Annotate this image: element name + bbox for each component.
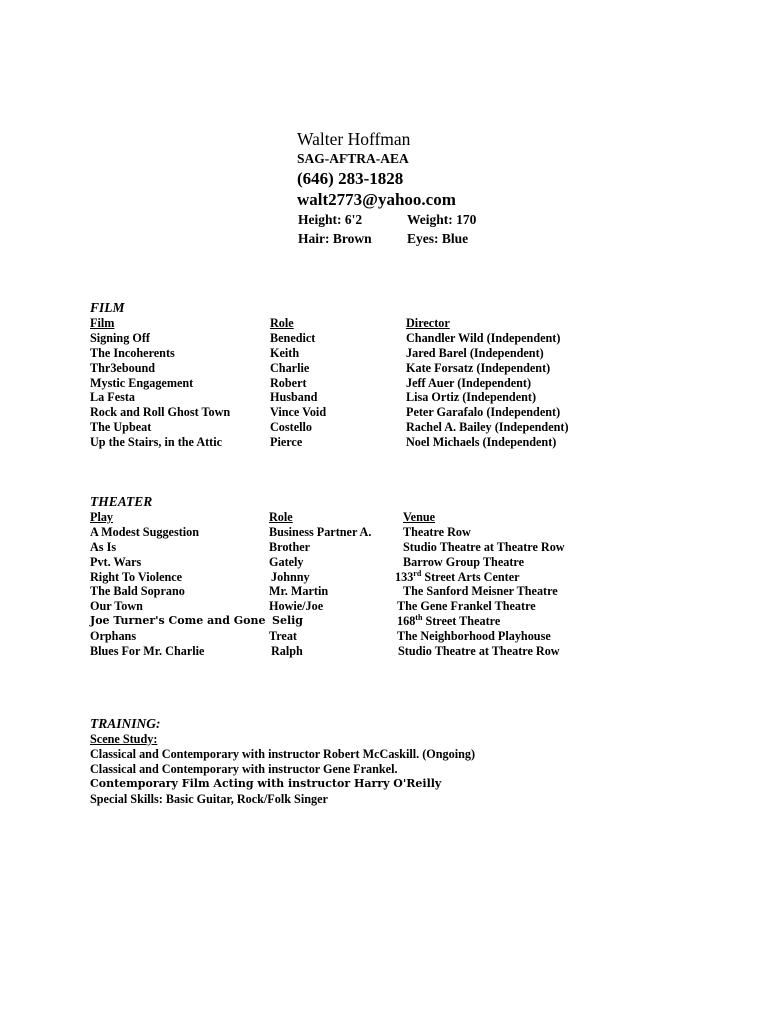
play-title: Blues For Mr. Charlie xyxy=(90,644,205,659)
play-title: A Modest Suggestion xyxy=(90,524,200,539)
training-section xyxy=(90,715,710,806)
film-director: Jared Barel (Independent) xyxy=(406,345,544,360)
hair-eyes-row xyxy=(297,229,657,248)
film-title: Mystic Engagement xyxy=(90,375,194,390)
venue-rest: Street Theatre xyxy=(422,614,501,629)
play-venue: Studio Theatre at Theatre Row xyxy=(398,644,560,659)
film-title: The Upbeat xyxy=(90,420,152,435)
theater-section xyxy=(90,493,710,659)
play-role: Brother xyxy=(269,539,311,554)
play-title: The Bald Soprano xyxy=(90,584,185,599)
play-venue: Studio Theatre at Theatre Row xyxy=(403,539,565,554)
special-skills-line: Special Skills: Basic Guitar, Rock/Folk Singer xyxy=(90,791,328,806)
eyes-value: Eyes: Blue xyxy=(407,231,469,246)
play-title: Right To Violence xyxy=(90,569,183,584)
film-row xyxy=(90,376,710,391)
film-role: Husband xyxy=(270,390,318,405)
role-col-header: Role xyxy=(269,510,293,524)
film-role: Costello xyxy=(270,420,312,435)
height-weight-row xyxy=(297,210,657,229)
training-section-title: TRAINING: xyxy=(90,716,161,731)
scene-study-subheading: Scene Study: xyxy=(90,732,158,746)
theater-row xyxy=(90,525,710,540)
film-role: Charlie xyxy=(270,360,310,375)
theater-row xyxy=(90,584,710,599)
theater-row xyxy=(90,614,710,629)
film-director: Kate Forsatz (Independent) xyxy=(406,360,551,375)
film-director: Chandler Wild (Independent) xyxy=(406,330,561,345)
play-title: Pvt. Wars xyxy=(90,554,142,569)
play-role: Treat xyxy=(269,629,297,644)
film-role: Keith xyxy=(270,345,300,360)
film-role: Vince Void xyxy=(270,405,327,420)
union-affiliation: SAG-AFTRA-AEA xyxy=(297,151,409,166)
film-section-title: FILM xyxy=(90,300,125,315)
film-role: Robert xyxy=(270,375,307,390)
film-director: Lisa Ortiz (Independent) xyxy=(406,390,537,405)
play-venue: Theatre Row xyxy=(403,524,471,539)
play-role: Selig xyxy=(272,614,303,628)
hair-value: Hair: Brown xyxy=(298,231,372,246)
play-venue: Barrow Group Theatre xyxy=(403,554,524,569)
weight-value: Weight: 170 xyxy=(407,212,477,227)
film-row xyxy=(90,390,710,405)
film-director: Rachel A. Bailey (Independent) xyxy=(406,420,569,435)
film-director: Peter Garafalo (Independent) xyxy=(406,405,561,420)
play-role: Gately xyxy=(269,554,304,569)
contact-header xyxy=(297,128,657,248)
film-row xyxy=(90,405,710,420)
film-col-header: Film xyxy=(90,316,115,330)
film-title: Up the Stairs, in the Attic xyxy=(90,435,223,450)
training-line: Classical and Contemporary with instructor Robert McCaskill. (Ongoing) xyxy=(90,746,476,761)
theater-row xyxy=(90,629,710,644)
film-row xyxy=(90,331,710,346)
film-title: La Festa xyxy=(90,390,136,405)
venue-number: 168 xyxy=(397,614,416,629)
film-row xyxy=(90,420,710,435)
play-role: Howie/Joe xyxy=(269,599,324,614)
film-role: Pierce xyxy=(270,435,303,450)
play-venue xyxy=(395,570,520,585)
theater-row xyxy=(90,644,710,659)
film-row xyxy=(90,346,710,361)
role-col-header: Role xyxy=(270,316,294,330)
film-title: Thr3ebound xyxy=(90,360,156,375)
film-section xyxy=(90,299,710,450)
venue-ordinal: th xyxy=(415,613,423,623)
venue-number: 133 xyxy=(395,569,414,584)
theater-row xyxy=(90,570,710,585)
height-value: Height: 6'2 xyxy=(298,212,363,227)
venue-col-header: Venue xyxy=(403,510,436,524)
play-col-header: Play xyxy=(90,510,114,524)
play-venue xyxy=(397,614,500,629)
email-address: walt2773@yahoo.com xyxy=(297,190,456,209)
director-col-header: Director xyxy=(406,316,450,330)
training-line: Classical and Contemporary with instructor Gene Frankel. xyxy=(90,761,398,776)
theater-row xyxy=(90,540,710,555)
play-title: Joe Turner's Come and Gone xyxy=(90,614,266,628)
venue-ordinal: rd xyxy=(413,568,422,578)
film-title: Rock and Roll Ghost Town xyxy=(90,405,231,420)
theater-section-title: THEATER xyxy=(90,494,153,509)
training-line: Contemporary Film Acting with instructor Harry O'Reilly xyxy=(90,776,442,790)
play-venue: The Sanford Meisner Theatre xyxy=(403,584,558,599)
theater-row xyxy=(90,555,710,570)
play-role: Business Partner A. xyxy=(269,524,372,539)
play-venue: The Neighborhood Playhouse xyxy=(397,629,551,644)
actor-name: Walter Hoffman xyxy=(297,129,411,149)
play-venue: The Gene Frankel Theatre xyxy=(397,599,536,614)
film-director: Noel Michaels (Independent) xyxy=(406,435,557,450)
venue-rest: Street Arts Center xyxy=(421,569,520,584)
play-role: Mr. Martin xyxy=(269,584,329,599)
play-role: Ralph xyxy=(271,644,303,659)
theater-row xyxy=(90,599,710,614)
play-title: Our Town xyxy=(90,599,143,614)
play-title: Orphans xyxy=(90,629,137,644)
film-row xyxy=(90,361,710,376)
play-role: Johnny xyxy=(271,569,310,584)
play-title: As Is xyxy=(90,539,117,554)
film-title: The Incoherents xyxy=(90,345,175,360)
film-role: Benedict xyxy=(270,330,316,345)
phone-number: (646) 283-1828 xyxy=(297,169,404,188)
film-title: Signing Off xyxy=(90,330,150,345)
film-row xyxy=(90,435,710,450)
theater-header-row xyxy=(90,510,710,525)
film-header-row xyxy=(90,316,710,331)
film-director: Jeff Auer (Independent) xyxy=(406,375,532,390)
